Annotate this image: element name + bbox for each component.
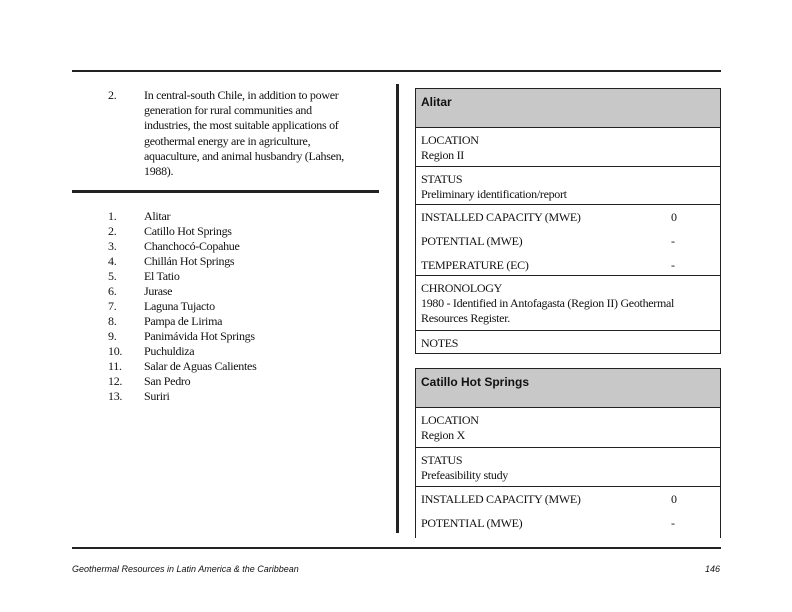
capacity-row [416,205,720,229]
location-cell [416,408,720,448]
potential-value: - [671,234,675,248]
potential-row [416,511,720,535]
status-cell [416,167,720,205]
field-card-catillo [415,368,721,538]
list-label: Laguna Tujacto [144,299,215,313]
list-label: Salar de Aguas Calientes [144,359,257,373]
location-cell [416,128,720,167]
section-rule [72,190,379,193]
list-number: 7. [108,299,117,313]
page-number: 146 [704,564,720,574]
list-number: 11. [108,359,122,373]
location-value: Region X [421,428,465,442]
location-label: LOCATION [421,413,479,427]
location-value: Region II [421,148,464,162]
list-label: Chillán Hot Springs [144,254,235,268]
notes-cell [416,331,720,351]
list-number: 10. [108,344,123,358]
note-number: 2. [108,88,117,102]
footer-title: Geothermal Resources in Latin America & the Caribbean [72,564,299,574]
capacity-label: INSTALLED CAPACITY (MWE) [421,210,581,224]
temperature-value: - [671,258,675,272]
list-label: Alitar [144,209,171,223]
list-label: Puchuldiza [144,344,195,358]
status-label: STATUS [421,453,463,467]
list-number: 2. [108,224,117,238]
card-title: Alitar [416,89,720,128]
list-label: Jurase [144,284,173,298]
potential-value: - [671,516,675,530]
bottom-rule [72,547,721,549]
capacity-value: 0 [671,492,677,506]
potential-row [416,229,720,253]
list-number: 3. [108,239,117,253]
list-label: Panimávida Hot Springs [144,329,255,343]
capacity-row [416,487,720,511]
list-label: Suriri [144,389,170,403]
list-label: El Tatio [144,269,180,283]
list-label: Pampa de Lirima [144,314,223,328]
list-label: San Pedro [144,374,191,388]
list-number: 9. [108,329,117,343]
status-cell [416,448,720,487]
card-title: Catillo Hot Springs [416,369,720,408]
location-label: LOCATION [421,133,479,147]
status-value: Prefeasibility study [421,468,508,482]
potential-label: POTENTIAL (MWE) [421,516,523,530]
list-label: Chanchocó-Copahue [144,239,240,253]
status-value: Preliminary identification/report [421,187,567,201]
top-rule [72,70,721,72]
temperature-row [416,253,720,276]
column-divider [396,84,399,533]
field-card-alitar [415,88,721,354]
list-number: 12. [108,374,123,388]
list-number: 8. [108,314,117,328]
capacity-label: INSTALLED CAPACITY (MWE) [421,492,581,506]
list-number: 4. [108,254,117,268]
list-number: 1. [108,209,117,223]
capacity-value: 0 [671,210,677,224]
list-number: 6. [108,284,117,298]
list-number: 5. [108,269,117,283]
chronology-value: 1980 - Identified in Antofagasta (Region II) Geothermal Resources Register. [421,296,675,325]
note-text: In central-south Chile, in addition to power generation for rural communities and industries, the most suitable applications of geothermal energy are in agriculture, aquaculture, and animal husbandry (Lahsen, 1988). [144,88,344,179]
list-label: Catillo Hot Springs [144,224,232,238]
chronology-cell [416,276,720,331]
list-number: 13. [108,389,123,403]
status-label: STATUS [421,172,463,186]
chronology-label: CHRONOLOGY [421,281,503,295]
notes-label: NOTES [421,336,459,350]
potential-label: POTENTIAL (MWE) [421,234,523,248]
temperature-label: TEMPERATURE (EC) [421,258,529,272]
